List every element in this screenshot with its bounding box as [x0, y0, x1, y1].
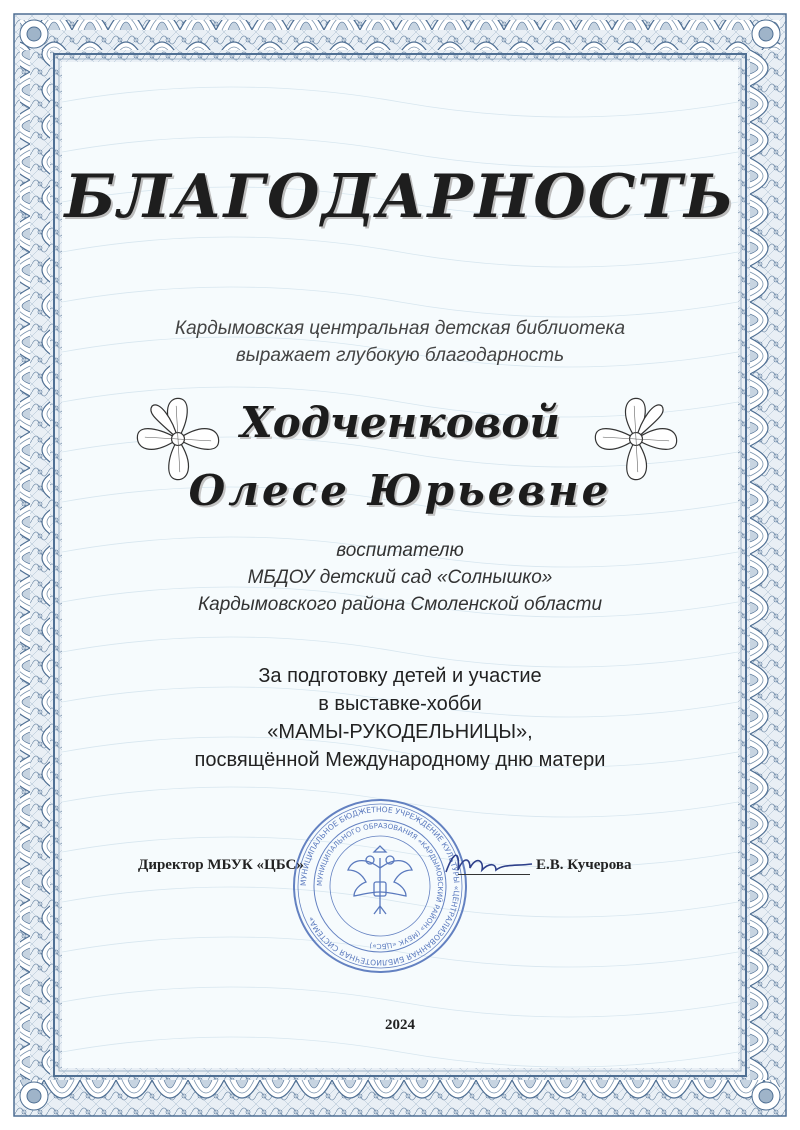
signature-icon	[440, 846, 535, 884]
seal-outer-text: МУНИЦИПАЛЬНОЕ БЮДЖЕТНОЕ УЧРЕЖДЕНИЕ КУЛЬТУРЫ «ЦЕНТРАЛИЗОВАННАЯ БИБЛИОТЕЧНАЯ СИСТЕМА»	[298, 804, 462, 968]
position-line-1: воспитателю	[336, 540, 464, 561]
certificate-title: БЛАГОДАРНОСТЬ	[64, 162, 736, 232]
recipient-position	[0, 537, 800, 618]
position-line-3: Кардымовского района Смоленской области	[197, 594, 603, 615]
signatory-name: Е.В. Кучерова	[536, 857, 632, 873]
reason-line-2: в выставке-хобби	[318, 693, 482, 715]
position-line-2: МБДОУ детский сад «Солнышко»	[247, 567, 553, 588]
reason-line-1: За подготовку детей и участие	[258, 665, 542, 687]
intro-line-1: Кардымовская центральная детская библиотека	[174, 318, 626, 339]
recipient-given-name: Олесе Юрьевне	[188, 466, 612, 515]
seal-emblem	[290, 796, 470, 976]
intro-line-2: выражает глубокую благодарность	[235, 345, 565, 366]
certificate-year: 2024	[385, 1017, 415, 1033]
seal-inner-text: МУНИЦИПАЛЬНОГО ОБРАЗОВАНИЯ «КАРДЫМОВСКИЙ РАЙОН» (МБУК «ЦБС»)	[315, 821, 445, 951]
signature-line	[458, 874, 530, 875]
award-reason	[0, 662, 800, 774]
recipient-surname: Ходченковой	[240, 398, 560, 447]
reason-line-4: посвящённой Международному дню матери	[194, 749, 606, 771]
reason-line-3: «МАМЫ-РУКОДЕЛЬНИЦЫ»,	[267, 721, 533, 743]
intro-text	[0, 315, 800, 369]
signatory-role: Директор МБУК «ЦБС»	[138, 857, 304, 873]
